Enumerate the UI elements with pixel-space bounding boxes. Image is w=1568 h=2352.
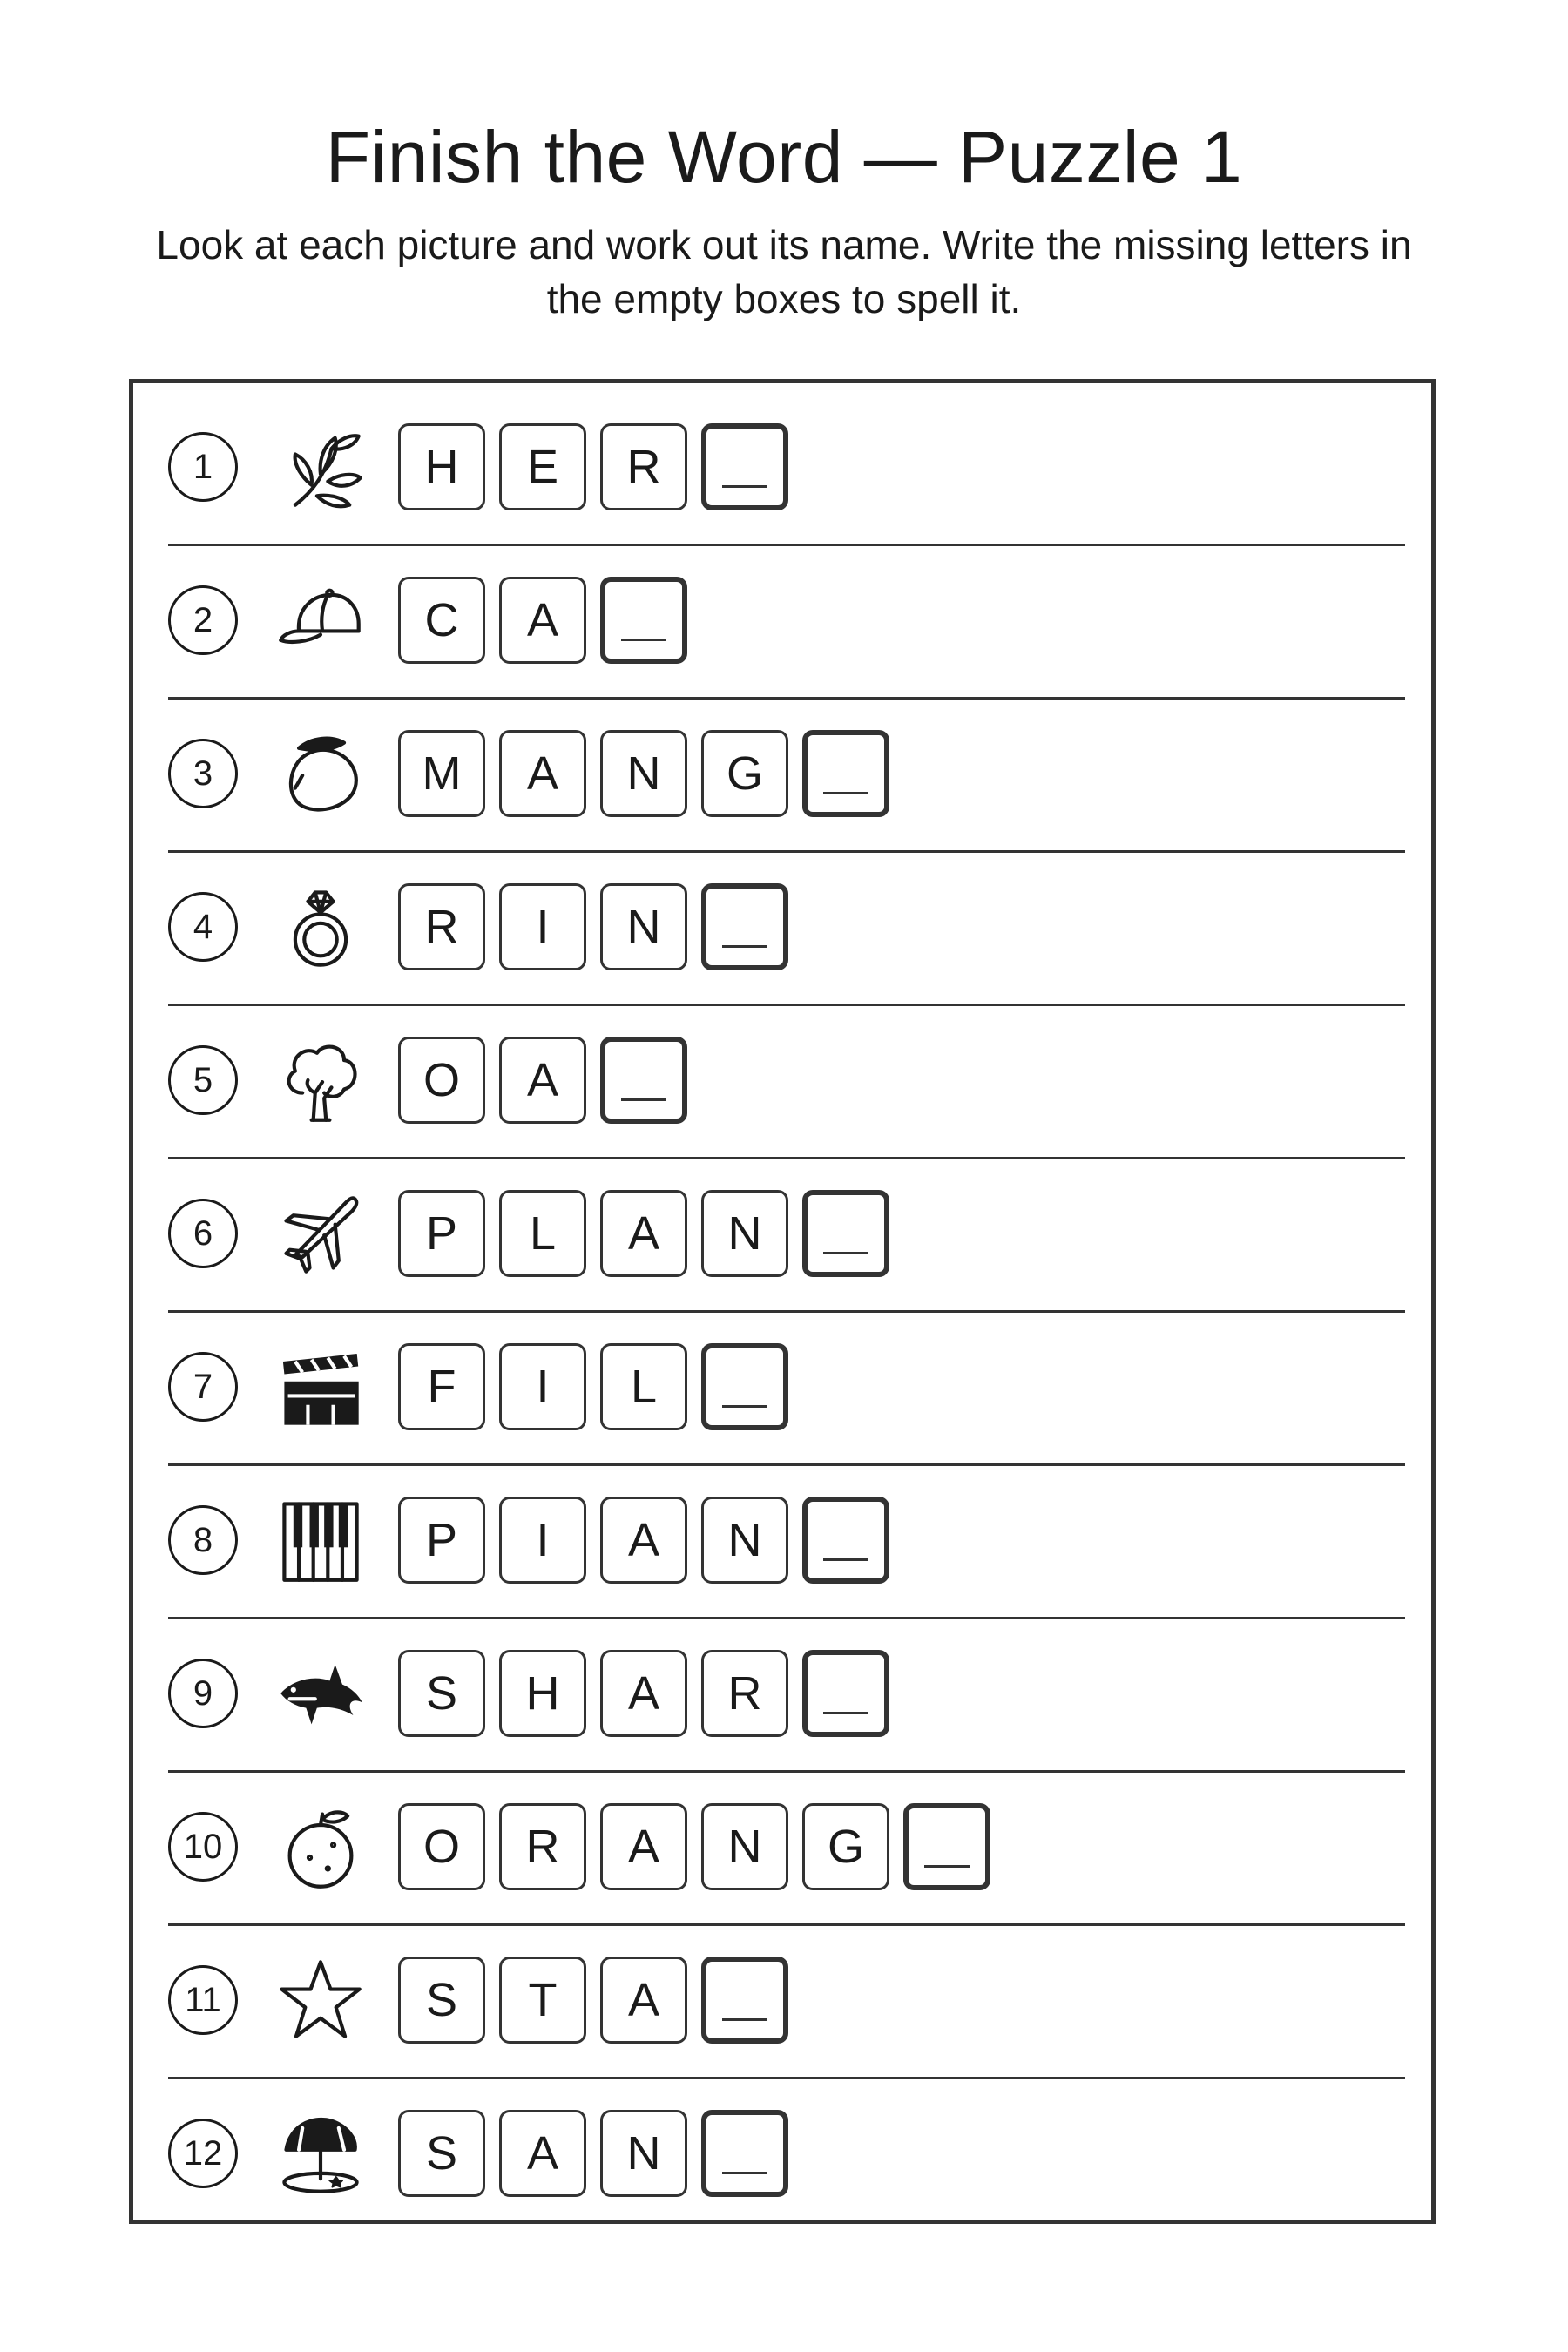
page-title: Finish the Word — Puzzle 1 — [325, 116, 1243, 198]
missing-letter-box[interactable] — [903, 1803, 990, 1890]
item-number: 7 — [168, 1352, 238, 1422]
letter-box: P — [398, 1190, 485, 1277]
plane-icon — [273, 1186, 368, 1281]
puzzle-row — [168, 2077, 1405, 2230]
letter-box: A — [600, 1957, 687, 2044]
star-icon — [273, 1952, 368, 2048]
letter-box: A — [499, 730, 586, 817]
item-number: 5 — [168, 1045, 238, 1115]
item-number: 4 — [168, 892, 238, 962]
oak-tree-icon — [273, 1032, 368, 1128]
item-number: 10 — [168, 1812, 238, 1882]
letter-box: O — [398, 1803, 485, 1890]
letter-box: A — [600, 1190, 687, 1277]
letter-box: S — [398, 2110, 485, 2197]
missing-letter-box[interactable] — [701, 423, 788, 510]
instructions: Look at each picture and work out its name. Write the missing letters in the empty boxes to spell it. — [156, 222, 1412, 321]
piano-icon — [273, 1492, 368, 1588]
letter-box: M — [398, 730, 485, 817]
letter-box: S — [398, 1957, 485, 2044]
item-number: 8 — [168, 1505, 238, 1575]
letter-box: P — [398, 1497, 485, 1584]
missing-letter-box[interactable] — [701, 883, 788, 970]
letter-box: I — [499, 1497, 586, 1584]
letter-box: N — [600, 883, 687, 970]
puzzle-row — [168, 1923, 1405, 2079]
letter-box: I — [499, 883, 586, 970]
letter-box: G — [802, 1803, 889, 1890]
item-number: 9 — [168, 1659, 238, 1728]
letter-box: R — [398, 883, 485, 970]
letter-box: N — [701, 1803, 788, 1890]
letter-boxes — [398, 577, 701, 664]
puzzle-row — [168, 1157, 1405, 1313]
letter-boxes — [398, 730, 903, 817]
puzzle-row — [168, 1770, 1405, 1926]
puzzle-row — [168, 850, 1405, 1006]
letter-box: A — [499, 1037, 586, 1124]
letter-box: H — [398, 423, 485, 510]
beach-sand-icon — [273, 2105, 368, 2201]
letter-box: G — [701, 730, 788, 817]
letter-boxes — [398, 883, 802, 970]
herb-icon — [273, 419, 368, 515]
puzzle-row — [168, 390, 1405, 546]
letter-box: A — [600, 1497, 687, 1584]
letter-box: R — [701, 1650, 788, 1737]
letter-box: I — [499, 1343, 586, 1430]
missing-letter-box[interactable] — [701, 1957, 788, 2044]
missing-letter-box[interactable] — [600, 577, 687, 664]
puzzle-frame — [129, 379, 1436, 2224]
letter-box: L — [600, 1343, 687, 1430]
letter-box: A — [499, 577, 586, 664]
letter-boxes — [398, 1650, 903, 1737]
item-number: 1 — [168, 432, 238, 502]
puzzle-row — [168, 544, 1405, 700]
letter-box: H — [499, 1650, 586, 1737]
letter-boxes — [398, 1343, 802, 1430]
missing-letter-box[interactable] — [802, 1190, 889, 1277]
letter-box: A — [499, 2110, 586, 2197]
letter-box: N — [600, 730, 687, 817]
letter-box: L — [499, 1190, 586, 1277]
puzzle-row — [168, 1004, 1405, 1159]
missing-letter-box[interactable] — [701, 1343, 788, 1430]
letter-box: T — [499, 1957, 586, 2044]
puzzle-row — [168, 697, 1405, 853]
letter-boxes — [398, 2110, 802, 2197]
film-clapper-icon — [273, 1339, 368, 1435]
cap-icon — [273, 572, 368, 668]
letter-box: S — [398, 1650, 485, 1737]
item-number: 3 — [168, 739, 238, 808]
letter-box: R — [499, 1803, 586, 1890]
missing-letter-box[interactable] — [600, 1037, 687, 1124]
missing-letter-box[interactable] — [802, 1497, 889, 1584]
missing-letter-box[interactable] — [802, 1650, 889, 1737]
letter-box: E — [499, 423, 586, 510]
letter-box: N — [701, 1497, 788, 1584]
mango-icon — [273, 726, 368, 821]
letter-box: A — [600, 1650, 687, 1737]
ring-icon — [273, 879, 368, 975]
missing-letter-box[interactable] — [701, 2110, 788, 2197]
letter-boxes — [398, 1190, 903, 1277]
letter-box: F — [398, 1343, 485, 1430]
orange-icon — [273, 1799, 368, 1895]
item-number: 6 — [168, 1199, 238, 1268]
letter-box: O — [398, 1037, 485, 1124]
item-number: 11 — [168, 1965, 238, 2035]
letter-boxes — [398, 1497, 903, 1584]
letter-boxes — [398, 1957, 802, 2044]
letter-box: R — [600, 423, 687, 510]
letter-boxes — [398, 1037, 701, 1124]
letter-box: C — [398, 577, 485, 664]
letter-box: N — [701, 1190, 788, 1277]
letter-boxes — [398, 1803, 1004, 1890]
puzzle-row — [168, 1310, 1405, 1466]
letter-box: A — [600, 1803, 687, 1890]
letter-boxes — [398, 423, 802, 510]
missing-letter-box[interactable] — [802, 730, 889, 817]
shark-icon — [273, 1646, 368, 1741]
letter-box: N — [600, 2110, 687, 2197]
item-number: 12 — [168, 2119, 238, 2188]
item-number: 2 — [168, 585, 238, 655]
puzzle-row — [168, 1463, 1405, 1619]
puzzle-row — [168, 1617, 1405, 1773]
